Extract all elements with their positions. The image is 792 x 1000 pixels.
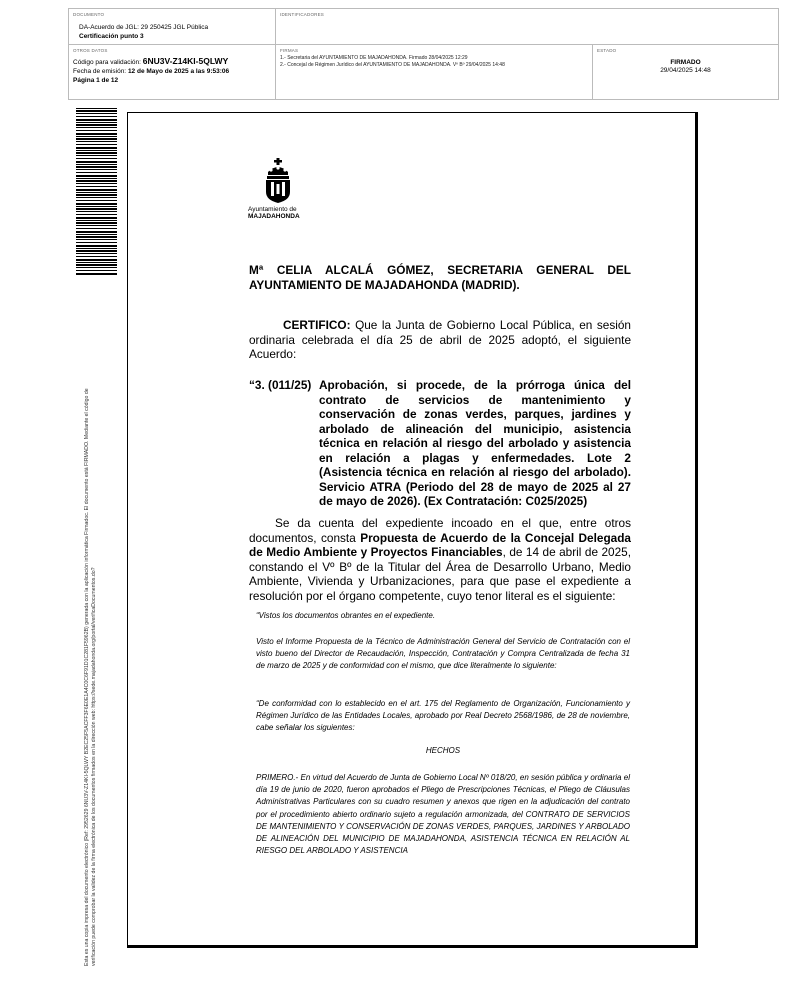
quote-conformidad: “De conformidad con lo establecido en el art. 175 del Reglamento de Organización, Funcionamiento y Régimen Jurídico de las Entidades Locales, aprobado por Real Decreto 2568/1986, de 28 de noviembre, cabe señalar los siguientes: [256,699,630,733]
hechos-heading: HECHOS [425,746,461,755]
estado-label: ESTADO [597,48,617,53]
estado-value: FIRMADO [670,59,701,66]
document-title: Mª CELIA ALCALÁ GÓMEZ, SECRETARIA GENERAL DEL AYUNTAMIENTO DE MAJADAHONDA (MADRID). [249,263,631,292]
certifico-paragraph: CERTIFICO: Que la Junta de Gobierno Local Pública, en sesión ordinaria celebrada el día 25 de abril de 2025 adoptó, el siguiente Acuerdo: [249,318,631,361]
side-line-2: verificación puede comprobar la validez de la firma electrónica de los documentos firmados en la dirección web: https://sede.majadahonda.org/portal/verificaDocumentos.do? [91,567,97,966]
logo-line2: MAJADAHONDA [248,213,300,220]
documento-line1: DA-Acuerdo de JGL: 29 250425 JGL Pública [79,24,209,31]
quote-primero: PRIMERO.- En virtud del Acuerdo de Junta de Gobierno Local Nº 018/20, en sesión pública y ordinaria el día 19 de junio de 2020, fueron aprobados el Pliego de Prescripciones Técnicas, el Pliego de Cláusulas Administrativas Particulares con su cuadro resumen y anexos que rigen en la adjudicación del contrato por el procedimiento abierto ordinario sujeto a regulación armonizada, del CONTRATO DE SERVICIOS DE MANTENIMIENTO Y CONSERVACIÓN DE ZONAS VERDES, PARQUES, JARDINES Y ARBOLADO DE ALINEACIÓN DEL MUNICIPIO DE MAJADAHONDA, ASISTENCIA TÉCNICA EN RELACIÓN AL RIESGO DEL ARBOLADO Y ASISTENCIA [256,773,630,856]
firmas-label: FIRMAS [280,48,299,53]
barcode [76,108,117,276]
firma-1: 1.- Secretaria del AYUNTAMIENTO DE MAJADAHONDA. Firmado 28/04/2025 12:29 [280,55,468,61]
fecha-emision: Fecha de emisión: 12 de Mayo de 2025 a las 9:53:06 [73,68,230,75]
firma-2: 2.- Concejal de Régimen Jurídico del AYUNTAMIENTO DE MAJADAHONDA. Vº Bº 29/04/2025 14:48 [280,62,505,68]
agenda-number: “3. (011/25) [249,378,312,392]
estado-cell [593,45,778,99]
identificadores-cell [276,9,778,45]
certifico-label: CERTIFICO: [283,318,351,332]
logo-line1: Ayuntamiento de [248,206,297,213]
municipal-logo [248,158,318,220]
coat-of-arms-icon [262,158,294,204]
otros-datos-cell [69,45,276,99]
header-table [68,8,779,100]
pagina: Página 1 de 12 [73,77,119,84]
documento-line2: Certificación punto 3 [79,33,144,40]
quote-informe: Visto el Informe Propuesta de la Técnico de Administración General del Servicio de Contratación con el visto bueno del Director de Recaudación, Inspección, Contratación y Compra Centralizada de fecha 31 de marzo de 2025 y de conformidad con el mismo, que dice literalmente lo siguiente: [256,637,630,671]
documento-label: DOCUMENTO [73,12,105,17]
firmas-cell [276,45,593,99]
agenda-item [249,378,631,509]
agenda-text: Aprobación, si procede, de la prórroga única del contrato de servicios de mantenimiento y conservación de zonas verdes, parques, jardines y arbolado de alineación del municipio, asistencia técnica en relación al riesgo del arbolado y asistencia en relación a plagas y enfermedades. Lote 2 (Asistencia técnica en relación al riesgo del arbolado). Servicio ATRA (Periodo del 28 de mayo de 2025 al 27 de mayo de 2026). (Ex Contratación: C025/2025) [319,378,631,508]
estado-fecha: 29/04/2025 14:48 [660,67,711,74]
side-line-1: Esta es una copia impresa del documento electrónico (Ref: 2952629 6NU3V-Z14KI-5QLWY B2EC25F5ACFF3F6E0E1A4C0C6F91D1C281F5962B) generada con la aplicación informática Firmadoc. El documento está FIRMADO. Mediante el código de [84,388,90,966]
quote-vistos: “Vistos los documentos obrantes en el expediente. [256,611,436,620]
codigo-validacion: Código para validación: 6NU3V-Z14KI-5QLWY [73,56,229,66]
documento-cell [69,9,276,45]
identificadores-label: IDENTIFICADORES [280,12,325,17]
otros-datos-label: OTROS DATOS [73,48,108,53]
expediente-paragraph: Se da cuenta del expediente incoado en el que, entre otros documentos, consta Propuesta de Acuerdo de la Concejal Delegada de Medio Ambiente y Proyectos Financiables, de 14 de abril de 2025, constando el Vº Bº de la Titular del Área de Desarrollo Urbano, Medio Ambiente, Vivienda y Urbanizaciones, para que pase el expediente a resolución por el órgano competente, cuyo tenor literal es el siguiente: [249,516,632,603]
